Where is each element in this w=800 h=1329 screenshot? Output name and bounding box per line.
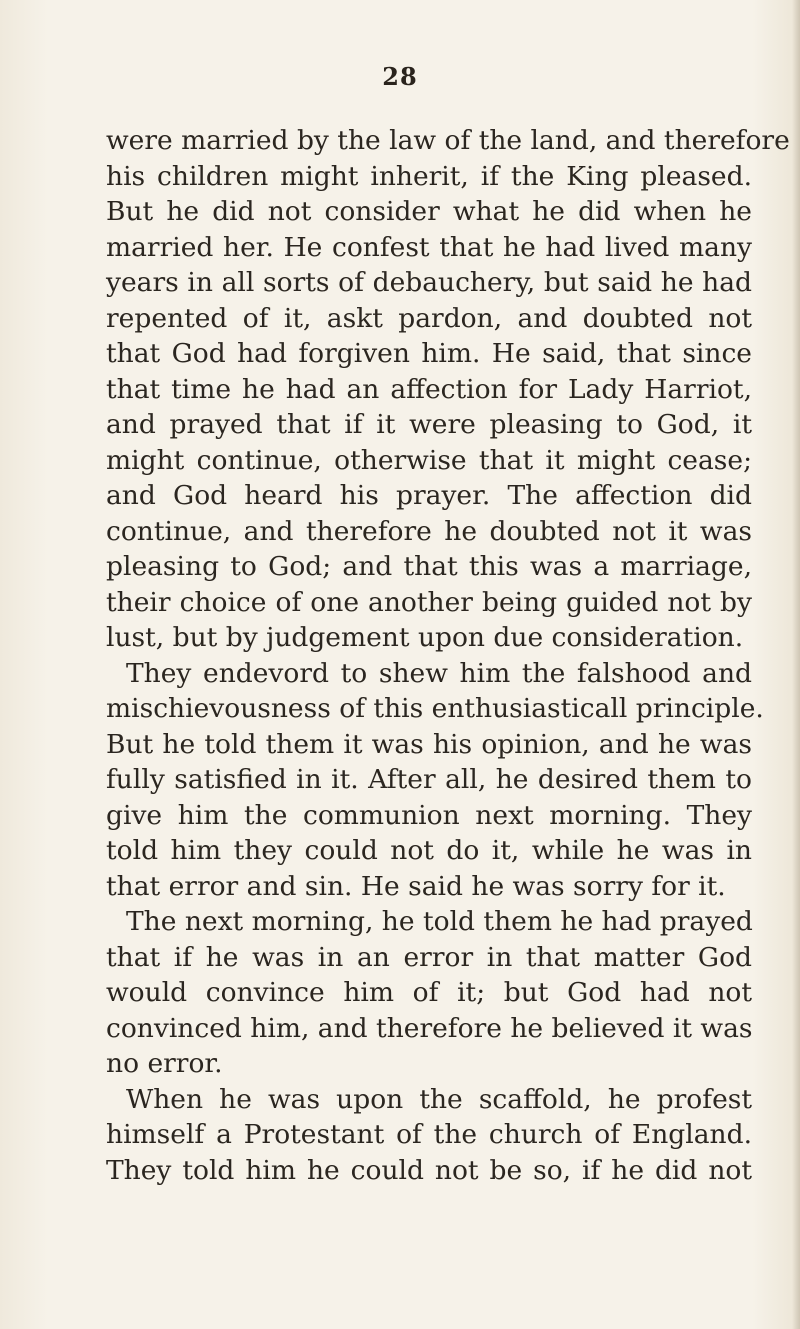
text-line: that God had forgiven him. He said, that since — [106, 338, 752, 369]
text-line: pleasing to God; and that this was a marriage, — [106, 551, 752, 582]
text-line: But he told them it was his opinion, and he was — [106, 728, 752, 760]
text-line: might continue, otherwise that it might cease; — [106, 444, 752, 476]
text-line: told him they could not do it, while he was in — [106, 835, 752, 866]
text-line: himself a Protestant of the church of England. — [106, 1119, 752, 1150]
body-text — [106, 123, 790, 1188]
text-line: that error and sin. He said he was sorry for it. — [106, 870, 726, 902]
text-line: that time he had an affection for Lady Harriot, — [106, 373, 752, 405]
text-line: The next morning, he told them he had prayed — [126, 906, 753, 937]
text-line: convinced him, and therefore he believed it was — [106, 1012, 753, 1044]
text-line: They endevord to shew him the falshood and — [126, 657, 752, 689]
text-line: no error. — [106, 1048, 223, 1079]
text-line: that if he was in an error in that matter God — [106, 941, 752, 973]
text-line: their choice of one another being guided not by — [106, 586, 752, 618]
text-line: and God heard his prayer. The affection did — [106, 480, 752, 511]
text-line: They told him he could not be so, if he did not — [106, 1154, 752, 1186]
page-number: 28 — [382, 62, 418, 91]
text-line: repented of it, askt pardon, and doubted not — [106, 302, 752, 334]
text-line: fully satisfied in it. After all, he desired them to — [106, 764, 752, 795]
text-line: When he was upon the scaffold, he profest — [126, 1083, 752, 1115]
text-line: would convince him of it; but God had not — [106, 977, 752, 1008]
page-edge-shadow — [792, 0, 800, 1329]
text-line: years in all sorts of debauchery, but said he had — [106, 267, 752, 298]
text-line: married her. He confest that he had lived many — [106, 231, 752, 263]
text-line: were married by the law of the land, and therefore — [106, 125, 790, 156]
text-line: and prayed that if it were pleasing to God, it — [106, 409, 752, 440]
text-line: But he did not consider what he did when he — [106, 196, 752, 227]
text-line: give him the communion next morning. They — [106, 799, 752, 831]
text-line: his children might inherit, if the King pleased. — [106, 160, 752, 192]
text-line: continue, and therefore he doubted not it was — [106, 515, 752, 547]
text-line: mischievousness of this enthusiasticall principle. — [106, 693, 764, 724]
text-line: lust, but by judgement upon due consideration. — [106, 622, 744, 653]
